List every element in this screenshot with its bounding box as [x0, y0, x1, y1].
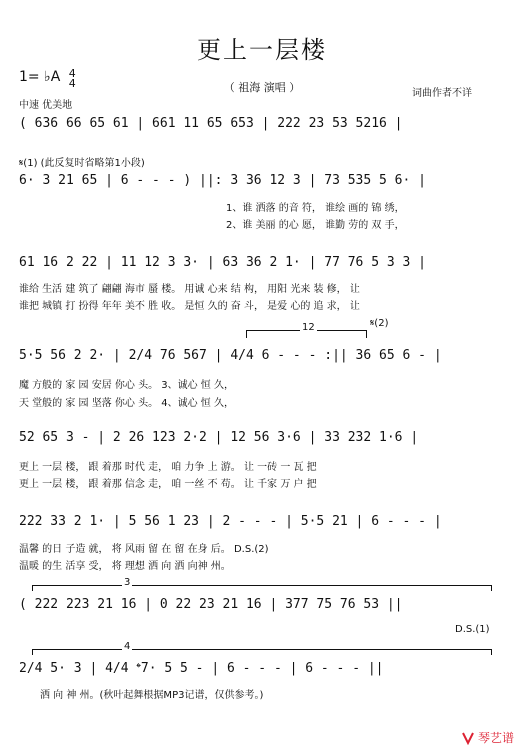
score-row-8: 2/4 5· 3 | 4/4 𝄌7· 5 5 - | 6 - - - | 6 - - - || — [19, 661, 384, 676]
interlude-bracket-right — [491, 585, 492, 591]
repeat-instruction-1: 𝄋(1) (此反复时省略第1小段) — [19, 158, 145, 169]
volta-bracket-right — [366, 330, 367, 338]
lyric-row-2-verse-1: 1、谁 洒落 的音 符， 谁绘 画的 锦 绣， — [226, 203, 405, 214]
lyric-row-3-verse-2: 谁把 城镇 打 扮得 年年 美不 胜 收。 是恒 久的 奋 斗， 是爱 心的 追 求， 让 — [19, 301, 360, 312]
score-row-1: ( 636 66 65 61 | 661 11 65 653 | 222 23 53 5216 | — [19, 116, 403, 131]
lyric-row-5-verse-2: 更上 一层 楼， 跟 着那 信念 走， 咱 一丝 不 苟。 让 千家 万 户 把 — [19, 479, 317, 490]
lyric-row-4-verse-2: 天 堂般的 家 园 坚落 你心 头。 4、诚心 恒 久， — [19, 398, 234, 409]
lyric-row-4-verse-1: 魔 方般的 家 园 安居 你心 头。 3、诚心 恒 久， — [19, 380, 234, 391]
ds-1-marking: D.S.(1) — [455, 624, 490, 635]
score-row-7: ( 222 223 21 16 | 0 22 23 21 16 | 377 75 76 53 || — [19, 597, 403, 612]
repeat-instruction-2: 𝄋(2) — [370, 318, 389, 329]
ending-bracket-right — [491, 649, 492, 655]
volta-num-1: 1 — [302, 322, 309, 333]
score-row-4: 5·5 56 2 2· | 2/4 76 567 | 4/4 6 - - - :|| 36 65 6 - | — [19, 348, 442, 363]
interlude-bracket-left — [32, 585, 33, 591]
time-sig-top: 4 — [68, 67, 76, 80]
lyric-row-8: 洒 向 神 州。(秋叶起舞根据MP3记谱，仅供参考。) — [40, 690, 264, 701]
volta-label-1-2 — [300, 322, 317, 333]
ending-bracket-line — [32, 649, 492, 650]
composer-credit: 词曲作者不详 — [412, 88, 472, 99]
ending-bracket-left — [32, 649, 33, 655]
key-label: 1= ♭A — [19, 69, 61, 85]
score-row-2: 6· 3 21 65 | 6 - - - ) ||: 3 36 12 3 | 73 535 5 6· | — [19, 173, 426, 188]
bracket-label-4: 4 — [124, 641, 131, 652]
interlude-bracket-line — [32, 585, 492, 586]
site-watermark — [461, 729, 514, 746]
time-signature — [69, 69, 76, 89]
volta-num-2: 2 — [308, 322, 315, 333]
lyric-row-6-verse-2: 温暖 的生 活享 受， 将 理想 洒 向 洒 向神 州。 — [19, 561, 231, 572]
lyric-row-3-verse-1: 谁给 生活 建 筑了 翩翩 海市 蜃 楼。 用诚 心来 结 构， 用阳 光来 装 修， 让 — [19, 284, 360, 295]
tempo-marking: 中速 优美地 — [19, 100, 73, 111]
lyric-row-6-verse-1: 温馨 的日 子造 就， 将 风雨 留 在 留 在身 后。 D.S.(2) — [19, 544, 269, 555]
score-row-6: 222 33 2 1· | 5 56 1 23 | 2 - - - | 5·5 21 | 6 - - - | — [19, 514, 442, 529]
lyric-row-5-verse-1: 更上 一层 楼， 跟 着那 时代 走， 咱 力争 上 游。 让 一砖 一 瓦 把 — [19, 462, 317, 473]
watermark-text: 琴艺谱 — [477, 731, 514, 745]
lyric-row-2-verse-2: 2、谁 美丽 的心 愿， 谁勤 劳的 双 手， — [226, 220, 405, 231]
score-row-3: 61 16 2 22 | 11 12 3 3· | 63 36 2 1· | 77 76 5 3 3 | — [19, 255, 426, 270]
time-sig-bottom: 4 — [68, 77, 76, 90]
watermark-logo-icon — [461, 731, 475, 745]
bracket-label-3: 3 — [124, 577, 131, 588]
key-signature — [19, 69, 76, 89]
volta-bracket-left — [246, 330, 247, 338]
singer-credit: （ 祖海 演唱 ） — [223, 81, 301, 94]
page-title: 更上一层楼 — [197, 36, 327, 64]
score-row-5: 52 65 3 - | 2 26 123 2·2 | 12 56 3·6 | 33 232 1·6 | — [19, 430, 419, 445]
